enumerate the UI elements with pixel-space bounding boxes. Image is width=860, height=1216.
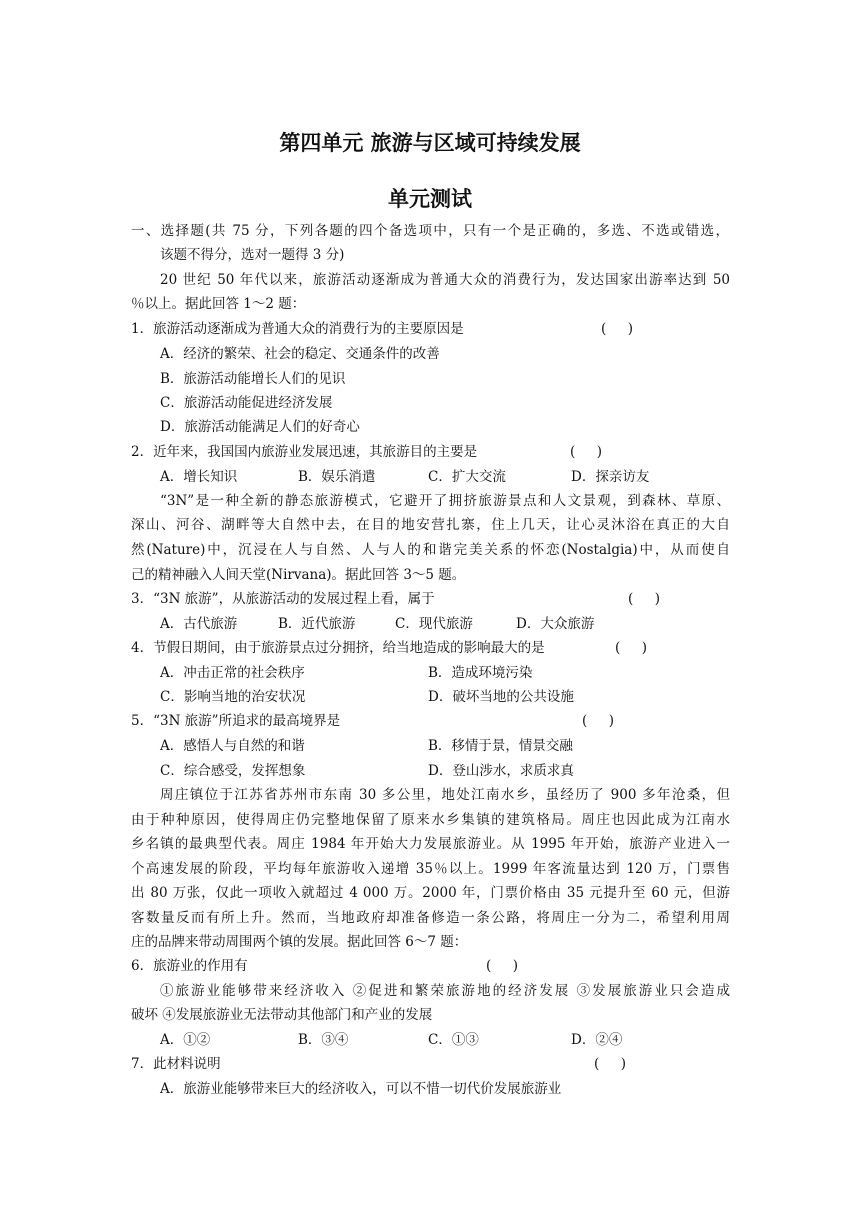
question-6-statements-line-1: ①旅游业能够带来经济收入 ②促进和繁荣旅游地的经济发展 ③发展旅游业只会造成	[160, 983, 730, 999]
question-1-option-a: A．经济的繁荣、社会的稳定、交通条件的改善	[160, 346, 440, 362]
intro-2-line-1: “3N”是一种全新的静态旅游模式，它避开了拥挤旅游景点和人文景观，到森林、草原、	[160, 493, 730, 509]
question-4-option-b: B．造成环境污染	[428, 665, 533, 681]
question-3-option-c: C．现代旅游	[395, 616, 473, 632]
question-2-stem: 2．近年来，我国国内旅游业发展迅速，其旅游目的主要是	[131, 444, 478, 460]
question-5-option-d: D．登山涉水，求质求真	[428, 763, 574, 779]
intro-2-line-3: 然(Nature)中，沉浸在人与自然、人与人的和谐完美关系的怀恋(Nostalgia)中，从而使自	[131, 542, 730, 558]
question-1-option-b: B．旅游活动能增长人们的见识	[160, 371, 346, 387]
answer-blank-7: ( )	[594, 1056, 626, 1072]
question-3-stem: 3．“3N 旅游”，从旅游活动的发展过程上看，属于	[131, 591, 435, 607]
unit-title: 第四单元 旅游与区域可持续发展	[279, 131, 581, 155]
answer-blank-6: ( )	[486, 958, 518, 974]
intro-2-line-2: 深山、河谷、湖畔等大自然中去，在目的地安营扎寨，住上几天，让心灵沐浴在真正的大自	[131, 517, 730, 533]
answer-blank-4: ( )	[615, 640, 647, 656]
intro-3-line-6: 客数量反而有所上升。然而，当地政府却准备修造一条公路，将周庄一分为二，希望利用周	[131, 910, 730, 926]
question-4-option-c: C．影响当地的治安状况	[160, 689, 306, 705]
question-6-stem: 6．旅游业的作用有	[131, 958, 248, 974]
question-1-option-c: C．旅游活动能促进经济发展	[160, 395, 333, 411]
question-5-option-a: A．感悟人与自然的和谐	[160, 738, 305, 754]
question-2-option-c: C．扩大交流	[428, 469, 506, 485]
intro-1-line-2: ％以上。据此回答 1～2 题：	[131, 296, 306, 312]
intro-3-line-4: 个高速发展的阶段，平均每年旅游收入递增 35％以上。1999 年客流量达到 120 万，门票售	[131, 861, 730, 877]
answer-blank-3: ( )	[628, 591, 660, 607]
question-2-option-a: A．增长知识	[160, 469, 238, 485]
intro-1-line-1: 20 世纪 50 年代以来，旅游活动逐渐成为普通大众的消费行为，发达国家出游率达到 50	[160, 272, 730, 288]
question-2-option-d: D．探亲访友	[571, 469, 650, 485]
question-3-option-a: A．古代旅游	[160, 616, 238, 632]
answer-blank-1: ( )	[601, 321, 633, 337]
intro-3-line-3: 乡名镇的最典型代表。周庄 1984 年开始大力发展旅游业。从 1995 年开始，旅游产业进入一	[131, 836, 730, 852]
unit-subtitle: 单元测试	[388, 187, 472, 211]
answer-blank-2: ( )	[570, 444, 602, 460]
question-1-stem: 1．旅游活动逐渐成为普通大众的消费行为的主要原因是	[131, 321, 464, 337]
question-3-option-b: B．近代旅游	[278, 616, 356, 632]
question-4-stem: 4．节假日期间，由于旅游景点过分拥挤，给当地造成的影响最大的是	[131, 640, 545, 656]
intro-3-line-2: 由于种种原因，使得周庄仍完整地保留了原来水乡集镇的建筑格局。周庄也因此成为江南水	[131, 812, 730, 828]
answer-blank-5: ( )	[582, 713, 614, 729]
intro-2-line-4: 己的精神融入人间天堂(Nirvana)。据此回答 3～5 题。	[131, 567, 466, 583]
question-5-option-c: C．综合感受，发挥想象	[160, 763, 306, 779]
question-4-option-a: A．冲击正常的社会秩序	[160, 665, 305, 681]
question-6-option-c: C．①③	[428, 1032, 479, 1048]
question-5-stem: 5．“3N 旅游”所追求的最高境界是	[131, 713, 341, 729]
section-heading-line-2: 该题不得分，选对一题得 3 分)	[160, 247, 345, 263]
intro-3-line-1: 周庄镇位于江苏省苏州市东南 30 多公里，地处江南水乡，虽经历了 900 多年沧桑，但	[160, 787, 730, 803]
section-heading-line-1: 一、选择题(共 75 分，下列各题的四个备选项中，只有一个是正确的，多选、不选或错选，	[131, 223, 729, 239]
question-1-option-d: D．旅游活动能满足人们的好奇心	[160, 419, 360, 435]
intro-3-line-5: 出 80 万张，仅此一项收入就超过 4 000 万。2000 年，门票价格由 35 元提升至 60 元，但游	[131, 885, 730, 901]
question-6-option-b: B．③④	[298, 1032, 349, 1048]
question-4-option-d: D．破坏当地的公共设施	[428, 689, 574, 705]
question-2-option-b: B．娱乐消遣	[298, 469, 376, 485]
question-7-stem: 7．此材料说明	[131, 1056, 221, 1072]
question-3-option-d: D．大众旅游	[516, 616, 595, 632]
question-7-option-a: A．旅游业能够带来巨大的经济收入，可以不惜一切代价发展旅游业	[160, 1081, 562, 1097]
question-6-statements-line-2: 破坏 ④发展旅游业无法带动其他部门和产业的发展	[131, 1007, 433, 1023]
intro-3-line-7: 庄的品牌来带动周围两个镇的发展。据此回答 6～7 题：	[131, 934, 468, 950]
question-5-option-b: B．移情于景，情景交融	[428, 738, 573, 754]
question-6-option-a: A．①②	[160, 1032, 211, 1048]
question-6-option-d: D．②④	[571, 1032, 623, 1048]
